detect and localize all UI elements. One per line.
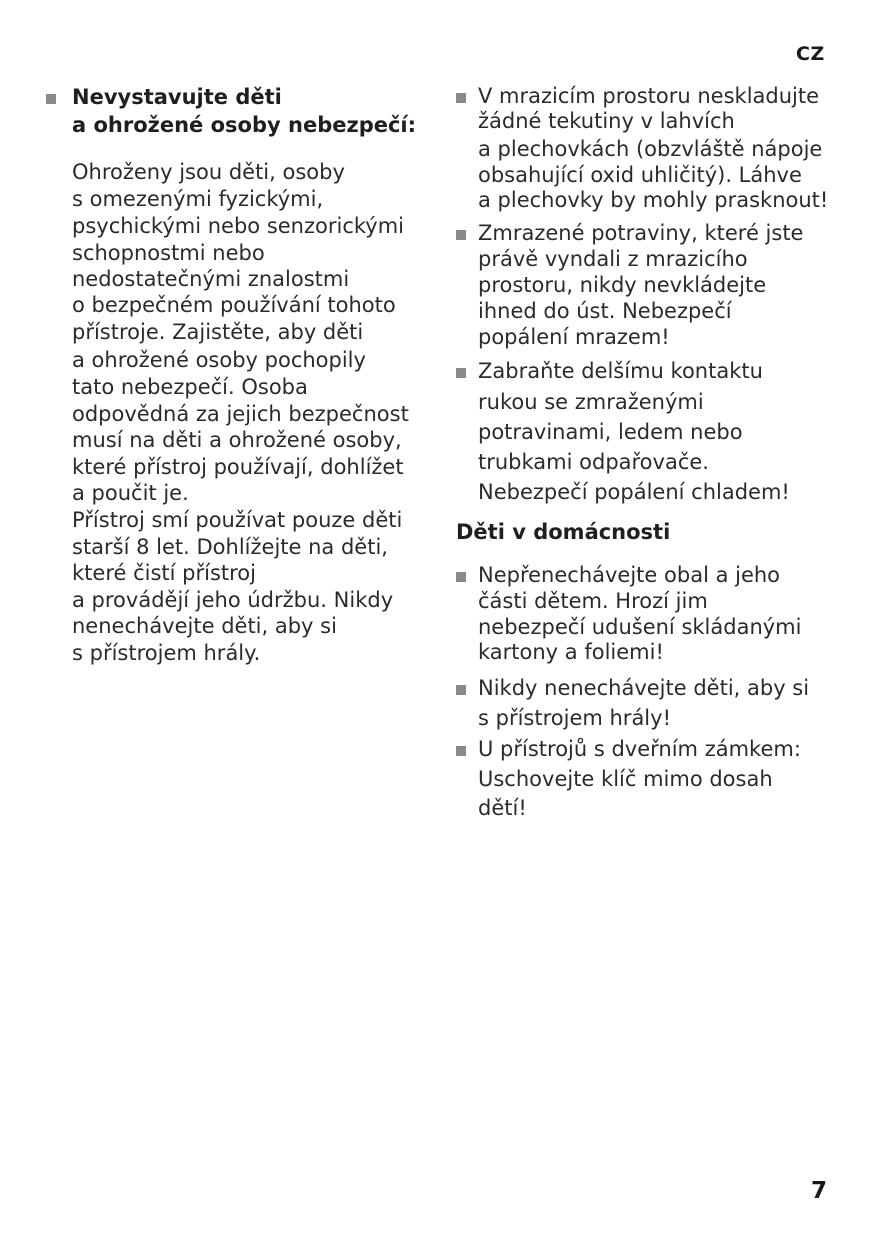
body-line: které přístroj používají, dohlížet: [72, 455, 404, 479]
list-item-line: prostoru, nikdy nevkládejte: [478, 273, 767, 297]
language-label: CZ: [796, 43, 825, 65]
list-item-line: a plechovkách (obzvláště nápoje: [478, 137, 823, 161]
list-item-line: potravinami, ledem nebo: [478, 420, 743, 444]
list-item-line: Uschovejte klíč mimo dosah: [478, 767, 773, 791]
body-line: o bezpečném používání tohoto: [72, 293, 396, 317]
warning-title-line: Nevystavujte děti: [72, 85, 282, 109]
body-line: tato nebezpečí. Osoba: [72, 375, 308, 399]
warning-title-line: a ohrožené osoby nebezpečí:: [72, 113, 417, 137]
list-item-line: Nepřenechávejte obal a jeho: [478, 563, 781, 587]
list-item-line: kartony a foliemi!: [478, 640, 664, 664]
body-line: nenechávejte děti, aby si: [72, 614, 337, 638]
square-bullet-icon: [456, 368, 466, 378]
list-item-line: Nebezpečí popálení chladem!: [478, 480, 790, 504]
body-line: musí na děti a ohrožené osoby,: [72, 428, 402, 452]
body-line: a poučit je.: [72, 481, 189, 505]
list-item-line: ihned do úst. Nebezpečí: [478, 299, 732, 323]
body-line: Ohroženy jsou děti, osoby: [72, 160, 345, 184]
list-item-line: dětí!: [478, 796, 527, 820]
section-heading: Děti v domácnosti: [456, 520, 671, 544]
list-item-line: Nikdy nenechávejte děti, aby si: [478, 676, 810, 700]
body-line: nedostatečnými znalostmi: [72, 267, 350, 291]
body-line: schopnostmi nebo: [72, 241, 265, 265]
list-item-line: U přístrojů s dveřním zámkem:: [478, 737, 801, 761]
square-bullet-icon: [456, 685, 466, 695]
body-line: s omezenými fyzickými,: [72, 187, 324, 211]
list-item-line: Zmrazené potraviny, které jste: [478, 221, 804, 245]
body-line: odpovědná za jejich bezpečnost: [72, 402, 409, 426]
list-item-line: Zabraňte delšímu kontaktu: [478, 359, 763, 383]
list-item-line: V mrazicím prostoru neskladujte: [478, 84, 820, 108]
body-line: starší 8 let. Dohlížejte na děti,: [72, 535, 388, 559]
list-item-line: trubkami odpařovače.: [478, 450, 709, 474]
list-item-line: rukou se zmraženými: [478, 390, 704, 414]
body-line: a ohrožené osoby pochopily: [72, 348, 366, 372]
square-bullet-icon: [456, 230, 466, 240]
square-bullet-icon: [456, 93, 466, 103]
square-bullet-icon: [46, 94, 56, 104]
list-item-line: části dětem. Hrozí jim: [478, 589, 708, 613]
square-bullet-icon: [456, 572, 466, 582]
list-item-line: nebezpečí udušení skládanými: [478, 615, 802, 639]
body-line: Přístroj smí používat pouze děti: [72, 508, 403, 532]
list-item-line: obsahující oxid uhličitý). Láhve: [478, 163, 802, 187]
body-line: které čistí přístroj: [72, 561, 256, 585]
body-line: přístroje. Zajistěte, aby děti: [72, 320, 364, 344]
list-item-line: právě vyndali z mrazicího: [478, 247, 748, 271]
list-item-line: žádné tekutiny v lahvích: [478, 109, 735, 133]
list-item-line: a plechovky by mohly prasknout!: [478, 188, 829, 212]
list-item-line: s přístrojem hrály!: [478, 706, 671, 730]
square-bullet-icon: [456, 746, 466, 756]
body-line: s přístrojem hrály.: [72, 641, 261, 665]
body-line: psychickými nebo senzorickými: [72, 214, 405, 238]
body-line: a provádějí jeho údržbu. Nikdy: [72, 588, 394, 612]
list-item-line: popálení mrazem!: [478, 325, 670, 349]
page-number: 7: [811, 1178, 828, 1204]
